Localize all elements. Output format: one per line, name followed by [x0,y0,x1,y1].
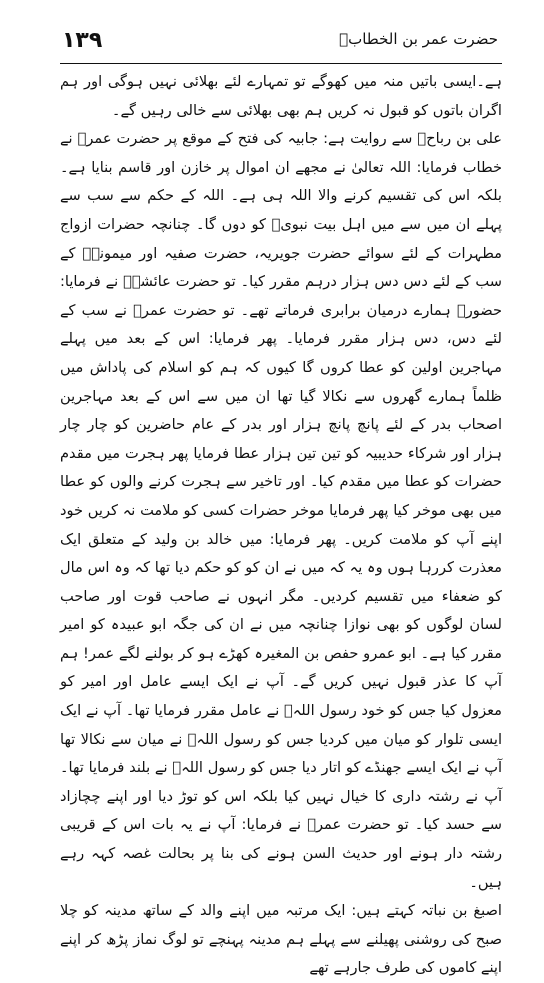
page-number: ۱۳۹ [62,28,103,53]
running-title: حضرت عمر بن الخطابؓ [339,30,498,48]
paragraph-asbagh-narration: اصبغ بن نباتہ کہتے ہیں: ایک مرتبہ میں اپنے والد کے ساتھ مدینہ کو چلا صبح کی روشنی پھیلنے سے پہلے ہم مدینہ پہنچے تو لوگ نماز پڑھ کر اپنے اپنے کاموں کی طرف جارہے تھے [60,902,502,977]
page-header [60,22,502,58]
page-body [60,68,502,983]
header-divider [60,63,502,64]
paragraph-intro-continuation: ہے۔ایسی باتیں منہ میں کھوگے تو تمہارے لئے بھلائی نہیں ہوگی اور ہم اگران باتوں کو قبول نہ کریں ہم بھی بھلائی سے خالی رہیں گے۔ [60,73,502,119]
paragraph-jabiya-sermon: علی بن رباحؒ سے روایت ہے: جابیہ کی فتح کے موقع پر حضرت عمرؓ نے خطاب فرمایا: اللہ تعالیٰ نے مجھے ان اموال پر خازن اور قاسم بنایا ہے۔ بلکہ اس کی تقسیم کرنے والا اللہ ہی ہے۔ اللہ کے حکم سے سب سے پہلے ان میں سے میں اہل بیت نبویﷺ کو دوں گا۔ چنانچہ حضرات ازواج مطہرات کے لئے سوائے حضرت جویریہ، حضرت صفیہ اور میمونہؓ کے سب کے لئے دس دس ہزار درہم مقرر کیا۔ تو حضرت عائشہؓ نے فرمایا: حضورﷺ ہمارے درمیان برابری فرماتے تھے۔ تو حضرت عمرؓ نے سب کے لئے دس، دس ہزار مقرر فرمایا۔ پھر فرمایا: اس کے بعد میں پہلے مہاجرین اولین کو عطا کروں گا کیوں کہ ہم کو اسلام کی پاداش میں ظلماً ہمارے گھروں سے نکالا گیا تھا ان میں سے اس کے بعد مہاجرین اصحاب بدر کے لئے پانچ پانچ ہزار اور بدر کے عام حاضرین کو چار چار ہزار اور شرکاء حدیبیہ کو تین تین ہزار عطا فرمایا پھر ہجرت میں مقدم حضرات کو عطا میں مقدم کیا۔ اور تاخیر سے ہجرت کرنے والوں کو عطا میں بھی موخر کیا پھر فرمایا موخر حضرات کسی کو ملامت نہ کریں خود اپنے آپ کو ملامت کریں۔ پھر فرمایا: میں خالد بن ولید کے متعلق ایک معذرت کررہا ہوں وہ یہ کہ میں نے ان کو کو حکم دیا تھا کہ وہ اس مال کو ضعفاء میں تقسیم کردیں۔ مگر انہوں نے صاحب قوت اور صاحب لسان لوگوں کو بھی نوازا چنانچہ میں نے ان کی جگہ ابو عبیدہ کو امیر مقرر کیا ہے۔ ابو عمرو حفص بن المغیرہ کھڑے ہو کر بولنے لگے عمر! ہم آپ کا عذر قبول نہیں کریں گے۔ آپ نے ایک ایسے عامل اور امیر کو معزول کیا جس کو خود رسول اللہﷺ نے عامل مقرر فرمایا تھا۔ آپ نے ایک ایسی تلوار کو میان میں کردیا جس کو رسول اللہﷺ نے میان سے نکالا تھا آپ نے ایک ایسے جھنڈے کو اتار دیا جس کو رسول اللہﷺ نے بلند فرمایا تھا۔ آپ نے رشتہ داری کا خیال نہیں کیا بلکہ اس کو توڑ دیا اور اپنے چچازاد سے حسد کیا۔ تو حضرت عمرؓ نے فرمایا: آپ نے یہ بات اس کے قریبی رشتہ دار ہونے اور حدیث السن ہونے کی بنا پر بحالت غصہ کہہ رہے ہیں۔ [60,130,502,891]
